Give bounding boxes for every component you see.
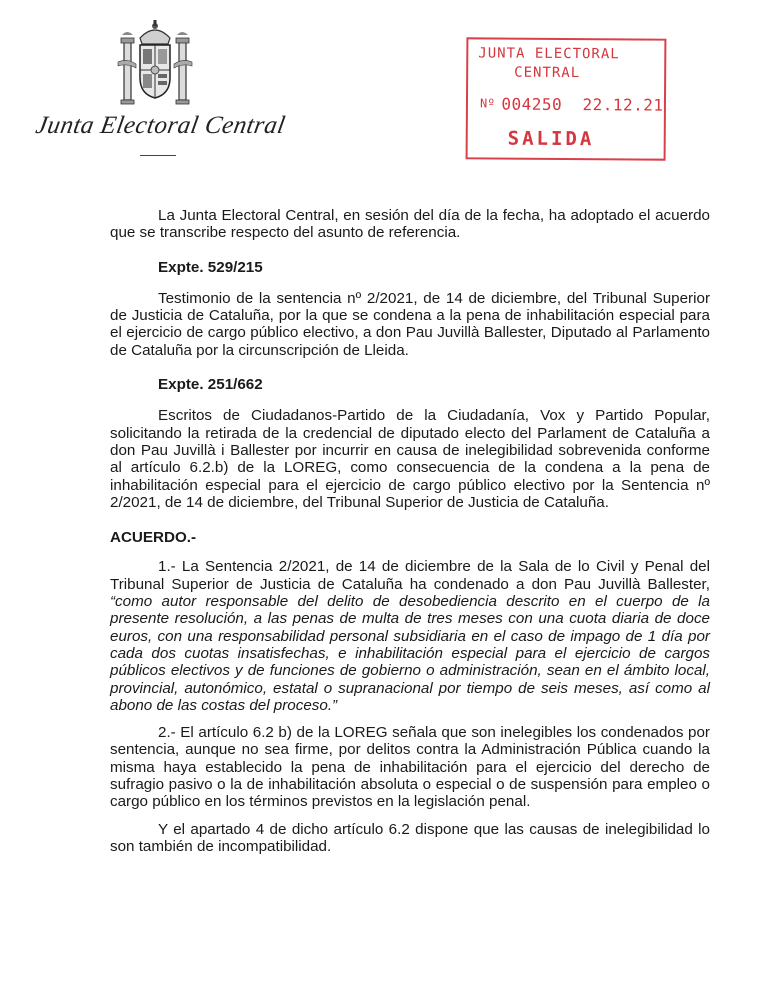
expte-description: Escritos de Ciudadanos-Partido de la Ciudadanía, Vox y Partido Popular, solicitando la retirada de la credencial de diputado electo del Parlament de Cataluña a don Pau Juvillà i Ballester por incurrir en causa de inelegibilidad sobrevenida conforme al artículo 6.2.b) de la LOREG, como consecuencia de la condena a la pena de inhabilitación especial para el ejercicio de cargo público electivo por la Sentencia nº 2/2021, de 14 de diciembre, del Tribunal Superior de Justicia de Cataluña. xyxy=(110,407,710,511)
sentence-quote: “como autor responsable del delito de desobediencia descrito en el cuerpo de la presente resolución, a las penas de multa de tres meses con una cuota diaria de doce euros, con una responsabilidad personal subsidiaria en el caso de impago de 1 día por cada dos cuotas insatisfechas, e inhabilitación especial para el ejercicio de cargos públicos electivos y de funciones de gobierno o administración, sean en el ámbito local, provincial, autonómico, estatal o supranacional por tiempo de seis meses, así como al abono de las costas del proceso.” xyxy=(110,593,710,714)
coat-of-arms-icon xyxy=(112,18,198,110)
registry-stamp xyxy=(466,37,667,160)
expte-description: Testimonio de la sentencia nº 2/2021, de 14 de diciembre, del Tribunal Superior de Justicia de Cataluña, por la que se condena a la pena de inhabilitación especial para el ejercicio de cargo público electivo, a don Pau Juvillà Ballester, Diputado al Parlamento de Cataluña por la circunscripción de Lleida. xyxy=(110,289,710,359)
acuerdo-point-2: 2.- El artículo 6.2 b) de la LOREG señala que son inelegibles los condenados por sentencia, aunque no sea firme, por delitos contra la Administración Pública cuando la misma haya establecido la pena de inhabilitación para el ejercicio del derecho de sufragio pasivo o la de inhabilitación absoluta o especial o de suspensión para empleo o cargo público en los términos previstos en la legislación penal. xyxy=(110,724,710,811)
stamp-date: 22.12.21 xyxy=(582,95,664,115)
stamp-line-1: JUNTA ELECTORAL xyxy=(478,45,620,63)
document-body xyxy=(110,207,710,855)
expte-reference: Expte. 251/662 xyxy=(158,376,263,394)
institution-name: Junta Electoral Central xyxy=(33,112,288,139)
acuerdo-point-3: Y el apartado 4 de dicho artículo 6.2 dispone que las causas de inelegibilidad lo son también de incompatibilidad. xyxy=(110,820,710,855)
stamp-number-row xyxy=(480,94,664,114)
stamp-type: SALIDA xyxy=(507,127,595,151)
acuerdo-point-1 xyxy=(110,558,710,714)
stamp-number: 004250 xyxy=(501,94,563,114)
expte-reference: Expte. 529/215 xyxy=(158,258,263,276)
intro-paragraph: La Junta Electoral Central, en sesión del día de la fecha, ha adoptado el acuerdo que se transcribe respecto del asunto de referencia. xyxy=(110,207,710,242)
stamp-number-prefix: Nº xyxy=(479,96,496,111)
point-1-lead: 1.- La Sentencia 2/2021, de 14 de diciembre de la Sala de lo Civil y Penal del Tribunal Superior de Justicia de Cataluña ha condenado a don Pau Juvillà Ballester, xyxy=(110,558,710,593)
acuerdo-heading: ACUERDO.- xyxy=(110,529,197,547)
header-divider xyxy=(140,155,176,156)
stamp-line-2: CENTRAL xyxy=(514,64,581,82)
